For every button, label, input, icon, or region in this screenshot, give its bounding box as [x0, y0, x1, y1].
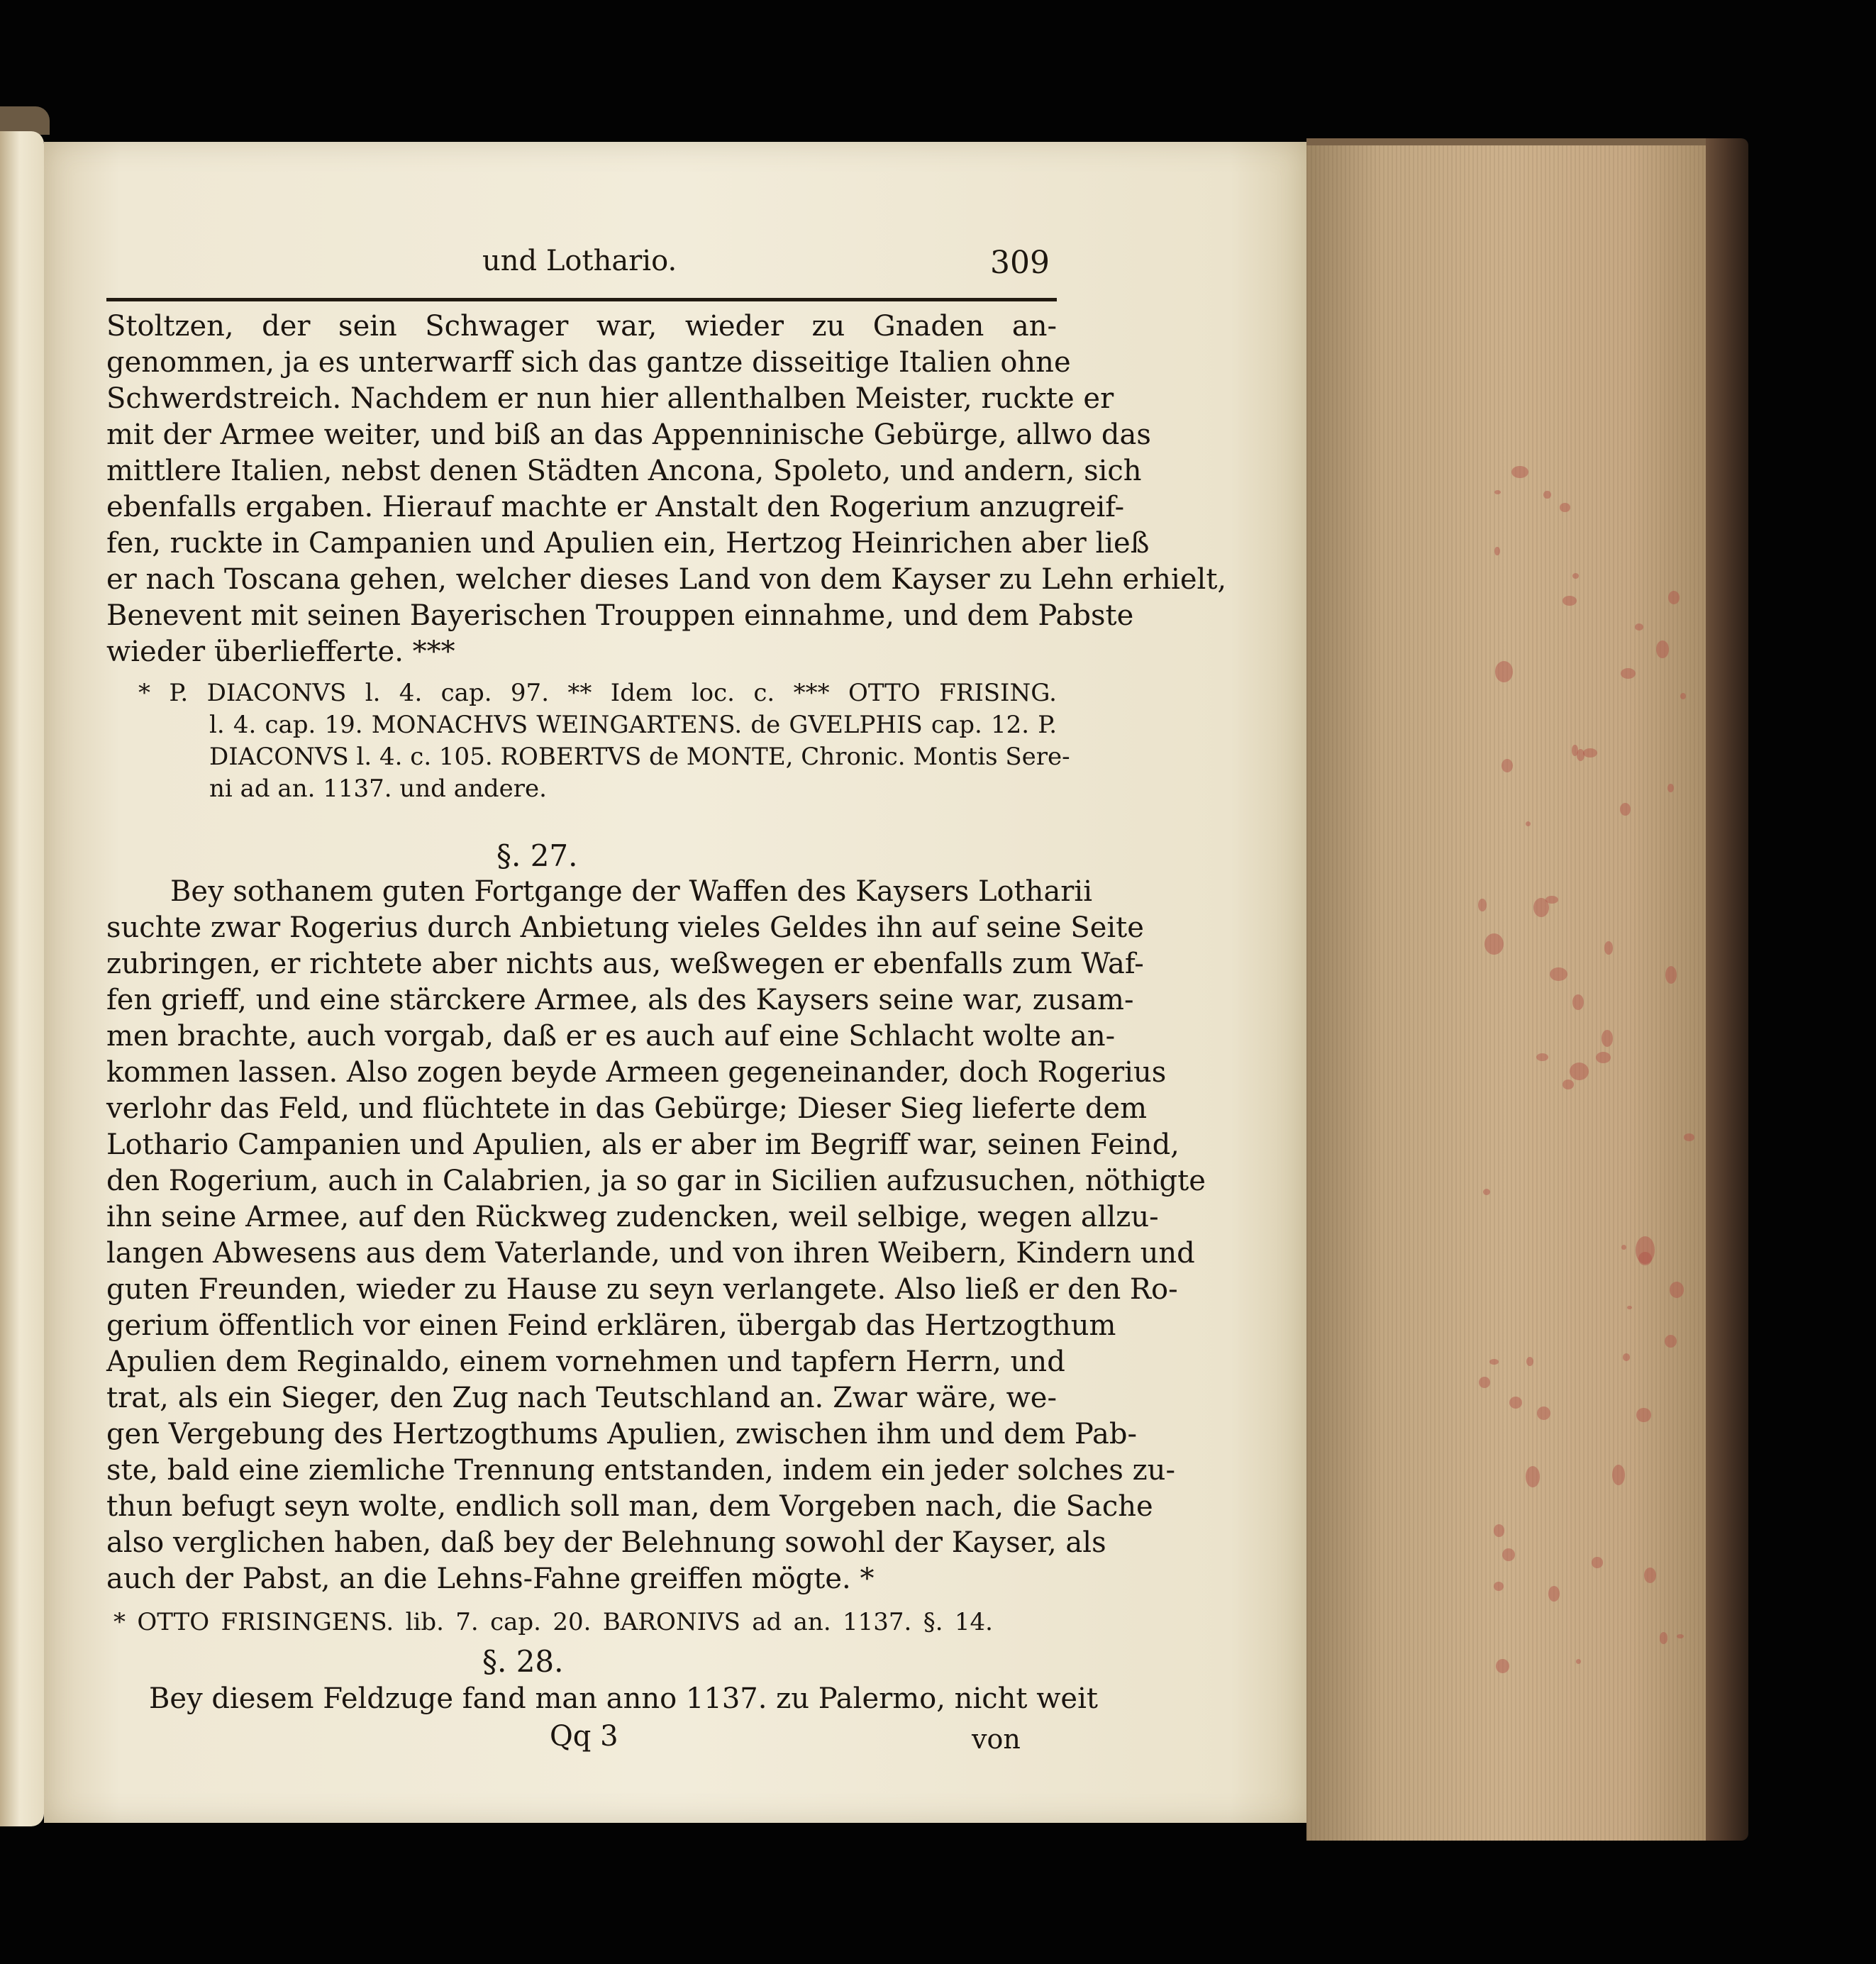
text-line: Apulien dem Reginaldo, einem vornehmen und tapfern Herrn, und: [106, 1346, 1065, 1378]
paragraph-2: [106, 874, 1206, 1597]
edge-speck: [1536, 1053, 1548, 1061]
footnote-line: DIACONVS l. 4. c. 105. ROBERTVS de MONTE, Chronic. Montis Sere-: [209, 743, 1070, 771]
edge-speck: [1577, 749, 1584, 761]
text-line: men brachte, auch vorgab, daß er es auch auf eine Schlacht wolte an-: [106, 1020, 1116, 1053]
footnote-1: [138, 677, 1070, 805]
text-line: ihn seine Armee, auf den Rückweg zudencken, weil selbige, wegen allzu-: [106, 1201, 1159, 1233]
footnote-2: [113, 1607, 993, 1638]
text-line: fen, ruckte in Campanien und Apulien ein, Hertzog Heinrichen aber ließ: [106, 527, 1150, 560]
footnote-line: * P. DIACONVS l. 4. cap. 97. ** Idem loc. c. *** OTTO FRISING.: [138, 679, 1057, 707]
edge-speck: [1548, 1586, 1560, 1601]
left-page-top-edge: [0, 106, 50, 135]
edge-speck: [1627, 1306, 1632, 1309]
edge-speck: [1494, 547, 1500, 555]
text-line: thun befugt seyn wolte, endlich soll man, dem Vorgeben nach, die Sache: [106, 1490, 1153, 1523]
edge-speck: [1502, 759, 1514, 772]
edge-speck: [1484, 933, 1504, 955]
edge-speck: [1665, 1335, 1677, 1348]
edge-speck: [1496, 1659, 1509, 1673]
text-line: verlohr das Feld, und flüchtete in das Gebürge; Dieser Sieg lieferte dem: [106, 1092, 1148, 1125]
book-cover-edge: [1706, 138, 1748, 1841]
edge-speck: [1560, 503, 1570, 511]
text-line: guten Freunden, wieder zu Hause zu seyn verlangete. Also ließ er den Ro-: [106, 1273, 1178, 1306]
text-line: kommen lassen. Also zogen beyde Armeen gegeneinander, doch Rogerius: [106, 1056, 1167, 1089]
section-heading-28: §. 28.: [482, 1644, 564, 1679]
edge-speck: [1572, 573, 1579, 578]
edge-speck: [1502, 1548, 1515, 1561]
edge-speck: [1635, 623, 1643, 631]
edge-speck: [1563, 596, 1577, 606]
edge-speck: [1583, 748, 1597, 758]
catchword: von: [972, 1724, 1021, 1755]
footnote-line: l. 4. cap. 19. MONACHVS WEINGARTENS. de GVELPHIS cap. 12. P.: [209, 711, 1057, 739]
signature-mark: Qq 3: [550, 1720, 618, 1753]
text-line: Bey diesem Feldzuge fand man anno 1137. zu Palermo, nicht weit: [149, 1682, 1098, 1715]
text-line: zubringen, er richtete aber nichts aus, weßwegen er ebenfalls zum Waf-: [106, 948, 1144, 980]
text-line: er nach Toscana gehen, welcher dieses Land von dem Kayser zu Lehn erhielt,: [106, 563, 1227, 596]
text-line: fen grieff, und eine stärckere Armee, als des Kaysers seine war, zusam-: [106, 984, 1134, 1016]
edge-speck: [1576, 1659, 1581, 1664]
edge-speck: [1623, 1353, 1631, 1361]
edge-speck: [1526, 821, 1531, 826]
edge-speck: [1563, 1080, 1575, 1089]
paragraph-3: [149, 1681, 1098, 1717]
text-line: langen Abwesens aus dem Vaterlande, und von ihren Weibern, Kindern und: [106, 1237, 1195, 1270]
edge-speck: [1592, 1557, 1603, 1568]
edge-speck: [1665, 966, 1677, 984]
edge-speck: [1495, 661, 1514, 682]
edge-speck: [1636, 1236, 1654, 1264]
edge-speck: [1550, 967, 1567, 981]
header-rule: [106, 298, 1057, 301]
edge-speck: [1660, 1632, 1668, 1643]
edge-speck: [1537, 1407, 1550, 1420]
footnote-line: * OTTO FRISINGENS. lib. 7. cap. 20. BARONIVS ad an. 1137. §. 14.: [113, 1608, 993, 1636]
edge-speck: [1612, 1465, 1625, 1485]
page-block-fore-edge: [1306, 145, 1711, 1841]
text-line: genommen, ja es unterwarff sich das gantze disseitige Italien ohne: [106, 346, 1071, 379]
edge-speck: [1483, 1189, 1490, 1195]
edge-speck: [1511, 466, 1528, 478]
edge-speck: [1494, 1524, 1505, 1536]
edge-speck: [1543, 491, 1550, 499]
edge-speck: [1478, 899, 1487, 911]
text-line: Lothario Campanien und Apulien, als er aber im Begriff war, seinen Feind,: [106, 1128, 1180, 1161]
edge-speck: [1620, 803, 1631, 816]
edge-speck: [1636, 1408, 1650, 1422]
edge-speck: [1621, 668, 1635, 679]
text-line: gerium öffentlich vor einen Feind erklären, übergab das Hertzogthum: [106, 1309, 1116, 1342]
text-line: mittlere Italien, nebst denen Städten Ancona, Spoleto, und andern, sich: [106, 455, 1142, 487]
paragraph-1: [106, 309, 1227, 670]
edge-speck: [1668, 591, 1680, 604]
edge-speck: [1572, 994, 1584, 1011]
edge-speck: [1526, 1466, 1541, 1487]
edge-speck: [1494, 1582, 1504, 1591]
edge-speck: [1479, 1377, 1491, 1389]
text-line: ste, bald eine ziemliche Trennung entstanden, indem ein jeder solches zu-: [106, 1454, 1175, 1487]
text-line: ebenfalls ergaben. Hierauf machte er Anstalt den Rogerium anzugreif-: [106, 491, 1125, 523]
edge-speck: [1670, 1282, 1684, 1298]
edge-speck: [1509, 1397, 1522, 1409]
text-line: trat, als ein Sieger, den Zug nach Teutschland an. Zwar wäre, we-: [106, 1382, 1057, 1414]
text-line: wieder überliefferte. ***: [106, 636, 455, 668]
edge-speck: [1644, 1568, 1656, 1583]
edge-speck: [1667, 784, 1674, 792]
text-line: Benevent mit seinen Bayerischen Trouppen einnahme, und dem Pabste: [106, 599, 1134, 632]
section-heading-27: §. 27.: [496, 838, 578, 873]
edge-speck: [1489, 1359, 1499, 1365]
edge-speck: [1570, 1063, 1589, 1080]
text-line: Schwerdstreich. Nachdem er nun hier allenthalben Meister, ruckte er: [106, 382, 1114, 415]
edge-speck: [1494, 490, 1502, 494]
text-line: auch der Pabst, an die Lehns-Fahne greiffen mögte. *: [106, 1563, 875, 1595]
edge-speck: [1604, 941, 1614, 955]
text-line: also verglichen haben, daß bey der Belehnung sowohl der Kayser, als: [106, 1526, 1106, 1559]
edge-speck: [1680, 693, 1687, 699]
edge-speck: [1684, 1133, 1695, 1141]
edge-speck: [1677, 1634, 1684, 1638]
page-header: [106, 245, 1050, 294]
edge-speck: [1602, 1030, 1613, 1047]
text-line: gen Vergebung des Hertzogthums Apulien, zwischen ihm und dem Pab-: [106, 1418, 1137, 1450]
edge-speck: [1656, 640, 1669, 658]
text-line: Bey sothanem guten Fortgange der Waffen des Kaysers Lotharii: [170, 875, 1092, 908]
edge-speck: [1621, 1245, 1626, 1250]
edge-speck: [1533, 898, 1549, 917]
text-line: suchte zwar Rogerius durch Anbietung vieles Geldes ihn auf seine Seite: [106, 911, 1144, 944]
left-page-edge: [0, 131, 44, 1826]
footnote-line: ni ad an. 1137. und andere.: [209, 775, 547, 803]
edge-speck: [1526, 1357, 1533, 1366]
text-line: mit der Armee weiter, und biß an das Appenninische Gebürge, allwo das: [106, 418, 1151, 451]
page-number: 309: [990, 245, 1050, 281]
running-head: und Lothario.: [482, 245, 677, 277]
text-line: Stoltzen, der sein Schwager war, wieder zu Gnaden an-: [106, 310, 1057, 343]
edge-speck: [1596, 1052, 1611, 1063]
text-line: den Rogerium, auch in Calabrien, ja so gar in Sicilien aufzusuchen, nöthigte: [106, 1165, 1206, 1197]
